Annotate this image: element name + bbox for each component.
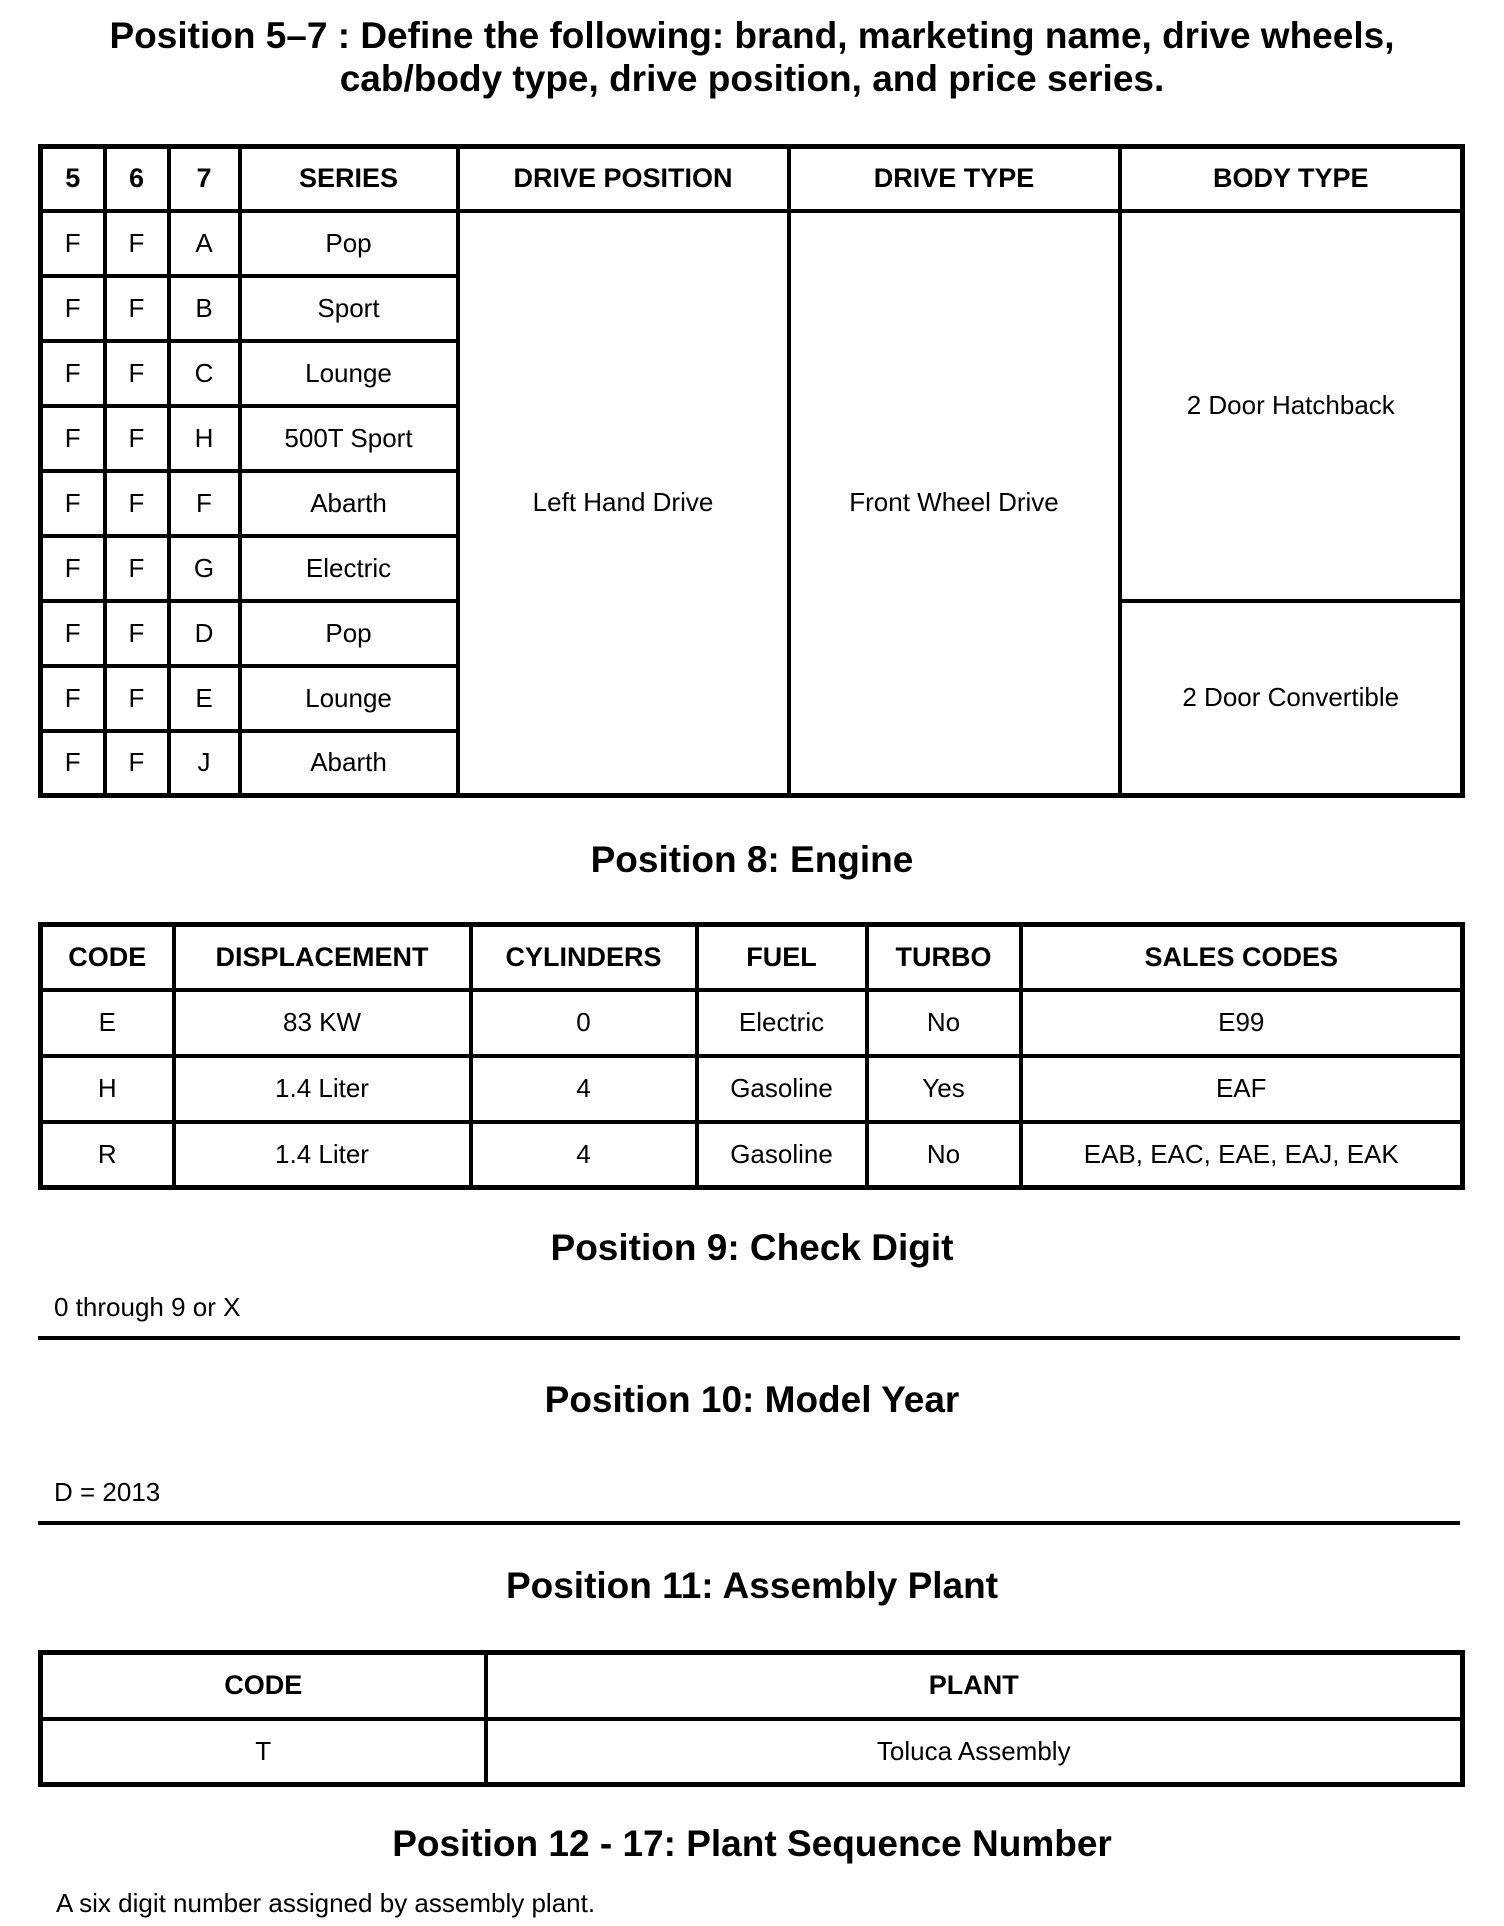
heading-position-12-17: Position 12 - 17: Plant Sequence Number	[392, 1823, 1112, 1864]
cell-cylinders: 0	[471, 990, 697, 1056]
section-divider	[38, 1336, 1460, 1340]
header-plant: PLANT	[486, 1653, 1463, 1719]
header-sales-codes: SALES CODES	[1021, 925, 1463, 990]
cell-position-6: F	[105, 341, 169, 406]
header-position-5: 5	[41, 147, 105, 211]
cell-series: Sport	[240, 276, 458, 341]
cell-fuel: Gasoline	[697, 1056, 867, 1122]
cell-sales-codes: EAF	[1021, 1056, 1463, 1122]
header-body-type: BODY TYPE	[1120, 147, 1463, 211]
cell-position-6: F	[105, 276, 169, 341]
cell-series: Abarth	[240, 471, 458, 536]
engine-table-header-row	[41, 925, 1463, 990]
table-row	[41, 1122, 1463, 1188]
cell-series: Pop	[240, 211, 458, 276]
engine-table	[38, 922, 1465, 1190]
series-table	[38, 144, 1465, 798]
cell-displacement: 83 KW	[174, 990, 471, 1056]
cell-position-6: F	[105, 731, 169, 796]
cell-position-5: F	[41, 666, 105, 731]
cell-series: 500T Sport	[240, 406, 458, 471]
heading-position-10: Position 10: Model Year	[544, 1379, 960, 1420]
cell-position-6: F	[105, 406, 169, 471]
heading-line-1: Position 5–7 : Define the following: brand, marketing name, drive wheels,	[109, 15, 1395, 56]
table-row	[41, 211, 1463, 276]
cell-position-5: F	[41, 211, 105, 276]
cell-position-7: E	[169, 666, 240, 731]
header-position-7: 7	[169, 147, 240, 211]
cell-position-7: A	[169, 211, 240, 276]
header-cylinders: CYLINDERS	[471, 925, 697, 990]
cell-body-type-hatchback: 2 Door Hatchback	[1120, 211, 1463, 601]
header-fuel: FUEL	[697, 925, 867, 990]
heading-position-9: Position 9: Check Digit	[550, 1227, 954, 1268]
cell-fuel: Electric	[697, 990, 867, 1056]
cell-series: Electric	[240, 536, 458, 601]
cell-series: Abarth	[240, 731, 458, 796]
cell-plant-name: Toluca Assembly	[486, 1719, 1463, 1785]
table-row	[41, 1719, 1463, 1785]
cell-position-5: F	[41, 341, 105, 406]
cell-displacement: 1.4 Liter	[174, 1122, 471, 1188]
cell-displacement: 1.4 Liter	[174, 1056, 471, 1122]
cell-plant-code: T	[41, 1719, 486, 1785]
model-year-text: D = 2013	[54, 1477, 161, 1507]
cell-position-6: F	[105, 536, 169, 601]
cell-drive-type: Front Wheel Drive	[789, 211, 1120, 796]
cell-turbo: No	[867, 1122, 1021, 1188]
heading-position-11: Position 11: Assembly Plant	[505, 1565, 999, 1606]
cell-drive-position: Left Hand Drive	[458, 211, 789, 796]
cell-position-6: F	[105, 666, 169, 731]
cell-code: R	[41, 1122, 174, 1188]
heading-line-2: cab/body type, drive position, and price series.	[339, 58, 1165, 99]
heading-position-8: Position 8: Engine	[590, 839, 914, 880]
header-turbo: TURBO	[867, 925, 1021, 990]
cell-series: Pop	[240, 601, 458, 666]
cell-sales-codes: E99	[1021, 990, 1463, 1056]
table-row	[41, 990, 1463, 1056]
cell-fuel: Gasoline	[697, 1122, 867, 1188]
header-displacement: DISPLACEMENT	[174, 925, 471, 990]
header-series: SERIES	[240, 147, 458, 211]
assembly-plant-table	[38, 1650, 1465, 1787]
cell-position-6: F	[105, 471, 169, 536]
cell-position-6: F	[105, 211, 169, 276]
heading-position-5-7	[0, 14, 1504, 100]
cell-position-5: F	[41, 731, 105, 796]
header-drive-type: DRIVE TYPE	[789, 147, 1120, 211]
check-digit-text: 0 through 9 or X	[54, 1292, 241, 1322]
cell-code: H	[41, 1056, 174, 1122]
cell-sales-codes: EAB, EAC, EAE, EAJ, EAK	[1021, 1122, 1463, 1188]
cell-position-7: G	[169, 536, 240, 601]
cell-position-7: H	[169, 406, 240, 471]
assembly-plant-header-row	[41, 1653, 1463, 1719]
cell-position-5: F	[41, 471, 105, 536]
cell-position-7: J	[169, 731, 240, 796]
cell-series: Lounge	[240, 341, 458, 406]
cell-position-5: F	[41, 276, 105, 341]
cell-position-7: F	[169, 471, 240, 536]
cell-turbo: Yes	[867, 1056, 1021, 1122]
table-row	[41, 1056, 1463, 1122]
cell-cylinders: 4	[471, 1056, 697, 1122]
cell-position-5: F	[41, 536, 105, 601]
cell-series: Lounge	[240, 666, 458, 731]
cell-code: E	[41, 990, 174, 1056]
plant-sequence-text: A six digit number assigned by assembly plant.	[56, 1888, 596, 1918]
header-code: CODE	[41, 925, 174, 990]
cell-position-7: D	[169, 601, 240, 666]
section-divider	[38, 1521, 1460, 1525]
cell-position-7: B	[169, 276, 240, 341]
cell-position-5: F	[41, 406, 105, 471]
cell-position-7: C	[169, 341, 240, 406]
cell-cylinders: 4	[471, 1122, 697, 1188]
cell-position-5: F	[41, 601, 105, 666]
cell-turbo: No	[867, 990, 1021, 1056]
series-table-header-row	[41, 147, 1463, 211]
header-position-6: 6	[105, 147, 169, 211]
cell-body-type-convertible: 2 Door Convertible	[1120, 601, 1463, 796]
header-plant-code: CODE	[41, 1653, 486, 1719]
cell-position-6: F	[105, 601, 169, 666]
header-drive-position: DRIVE POSITION	[458, 147, 789, 211]
